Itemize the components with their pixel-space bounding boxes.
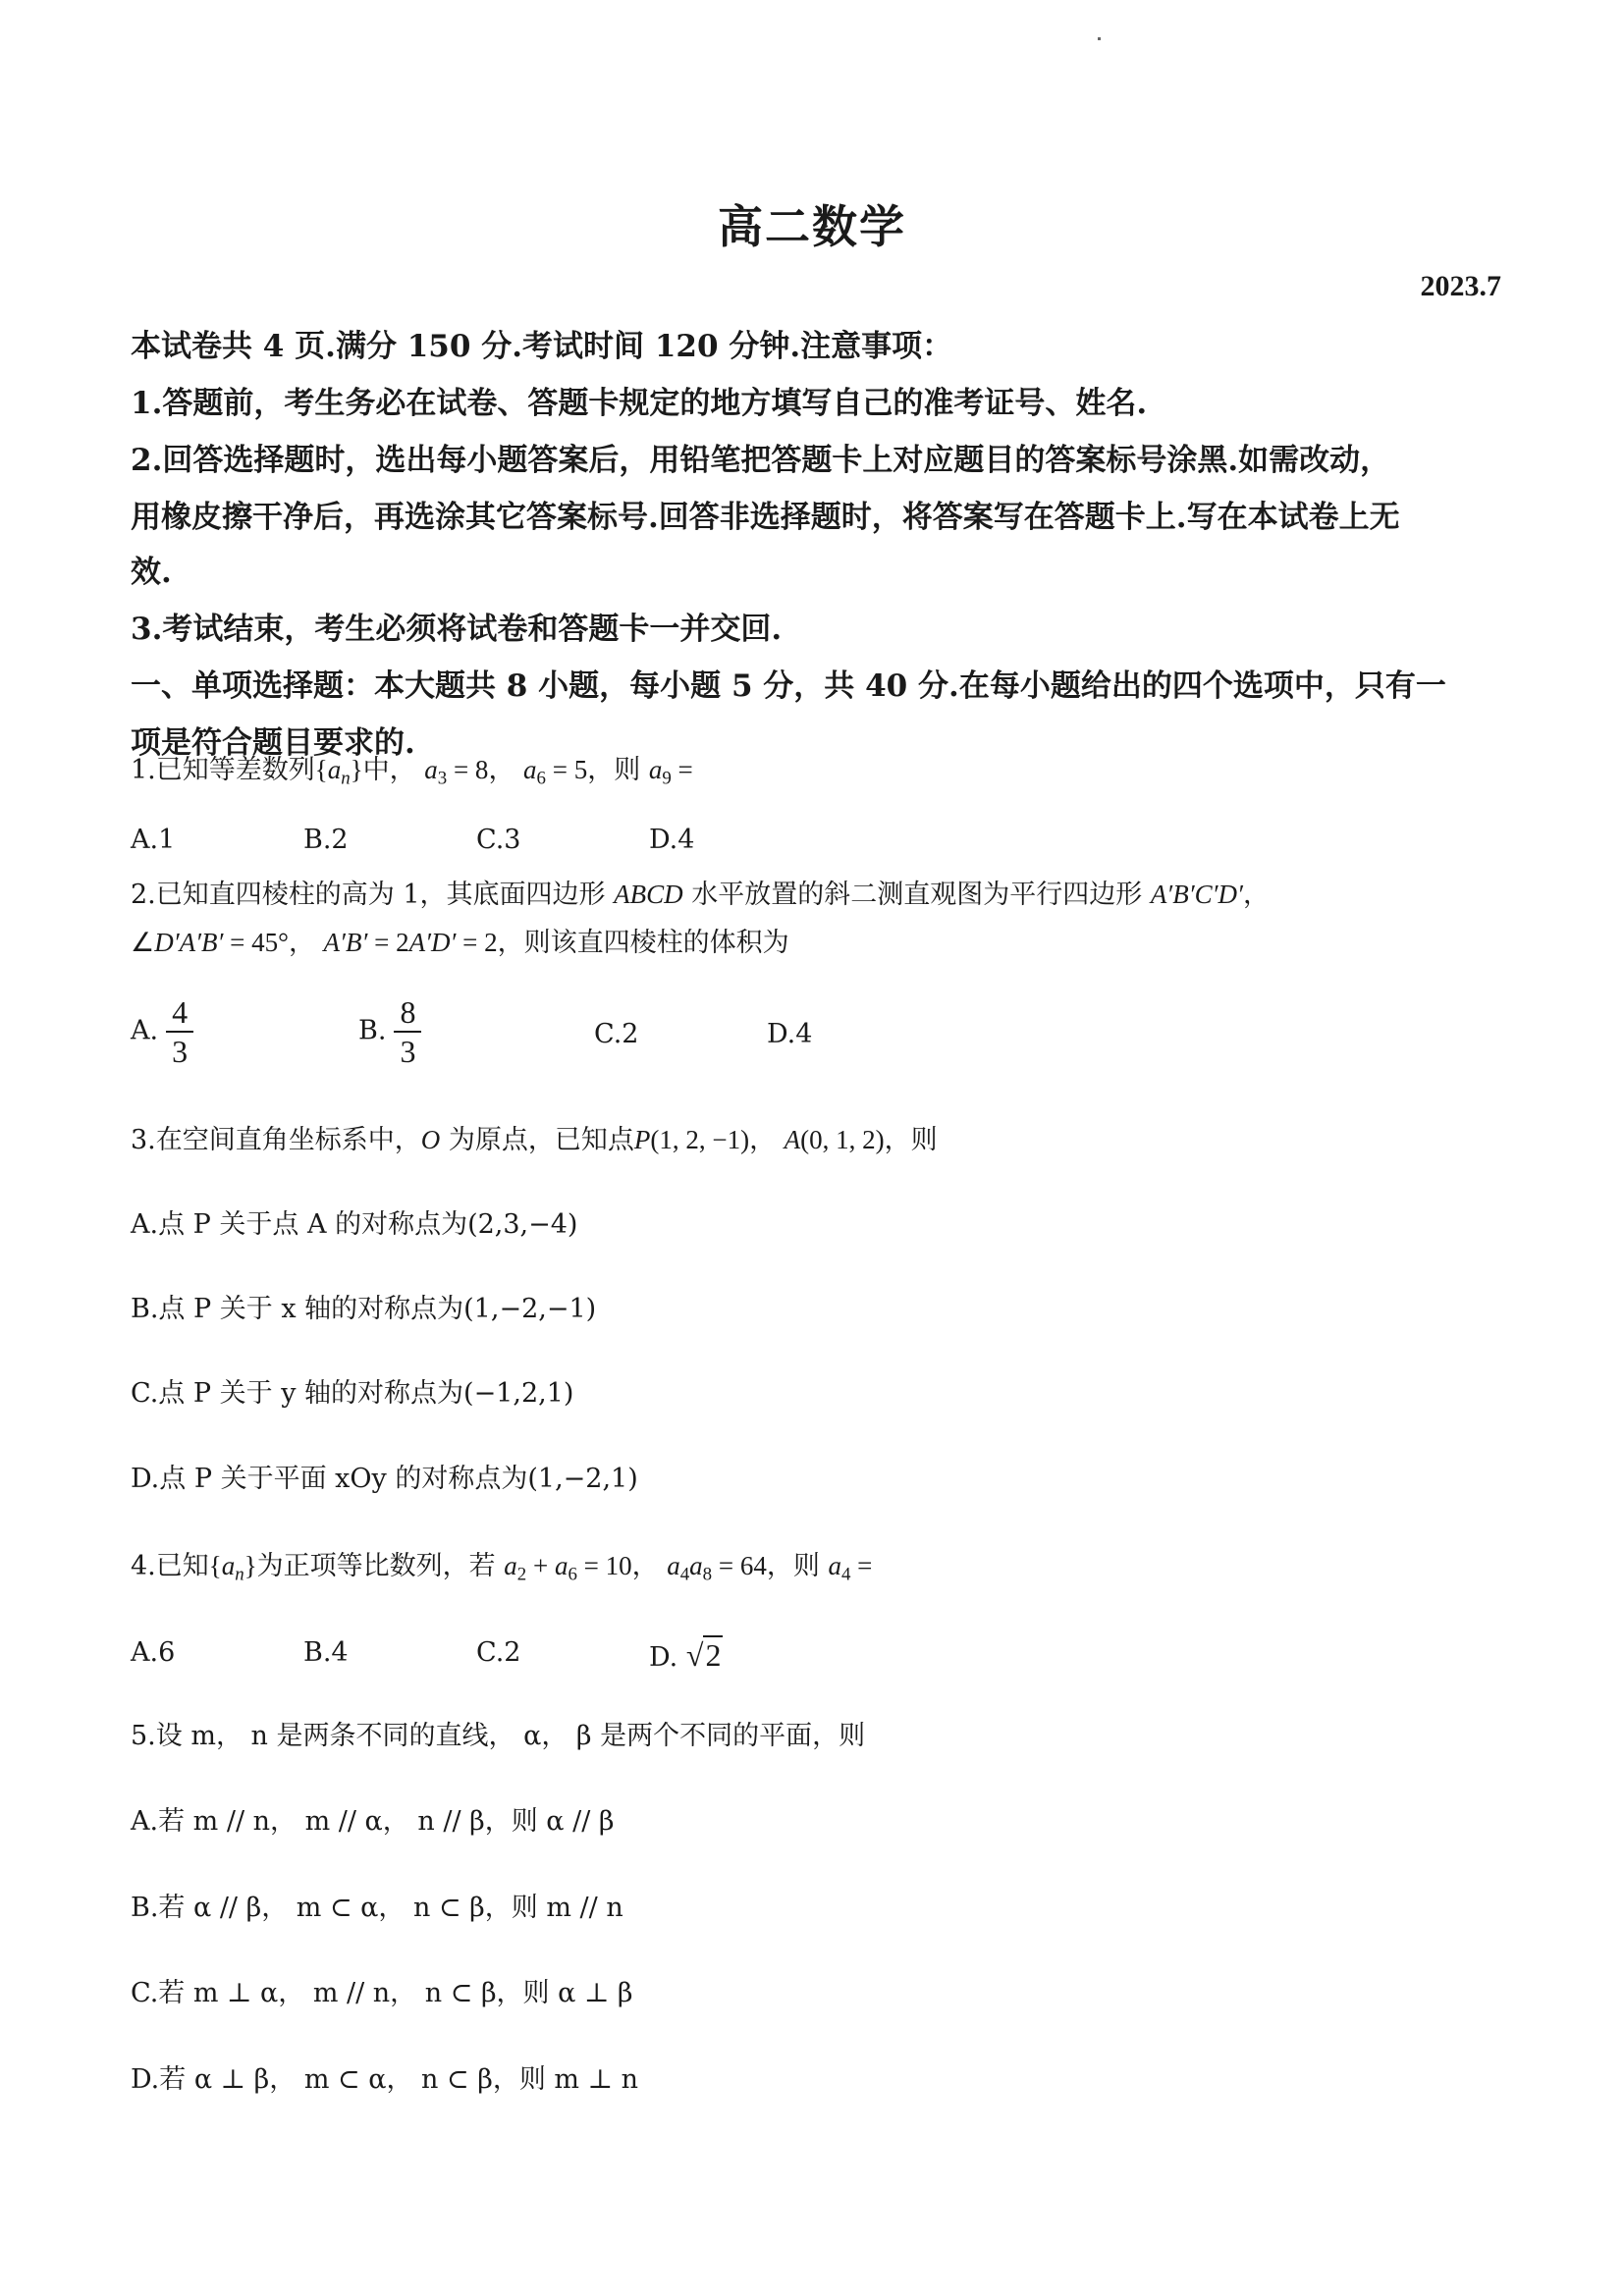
q4-option-d <box>649 1637 723 1674</box>
notice-intro: 本试卷共 4 页.满分 150 分.考试时间 120 分钟.注意事项： <box>131 329 953 364</box>
q2-text-3: ， <box>1242 880 1270 910</box>
q2-text-2: 水平放置的斜二测直观图为平行四边形 <box>691 880 1143 910</box>
q4-option-b: B.4 <box>303 1637 349 1668</box>
q4-option-d-label: D. <box>649 1642 678 1673</box>
q2-option-b-label: B. <box>358 1015 387 1046</box>
q2-option-b-fraction <box>394 993 421 1070</box>
q2-frac-a-num: 4 <box>166 993 193 1033</box>
q3-text-1: 3.在空间直角坐标系中， <box>131 1125 421 1155</box>
q1-text-2: 中， <box>362 755 416 785</box>
q3-option-b: B.点 P 关于 x 轴的对称点为(1,−2,−1) <box>131 1294 597 1324</box>
q3-text-2: 为原点，已知点 <box>448 1125 634 1155</box>
q2-text-4: ， <box>288 928 315 958</box>
q2-text-1: 2.已知直四棱柱的高为 1，其底面四边形 <box>131 880 606 910</box>
q5-option-c: C.若 m ⊥ α， m // n， n ⊂ β，则 α ⊥ β <box>131 1978 633 2008</box>
question-2-line-2: ∠D′A′B′ = 45°， A′B′ = 2A′D′ = 2，则该直四棱柱的体积为 <box>131 928 789 958</box>
q4-option-a: A.6 <box>131 1637 176 1668</box>
q3-text-3: ， <box>749 1125 777 1155</box>
q2-option-a <box>131 993 193 1070</box>
q2-text-5: ，则该直四棱柱的体积为 <box>497 928 789 958</box>
q1-option-b: B.2 <box>303 825 349 855</box>
q3-option-c: C.点 P 关于 y 轴的对称点为(−1,2,1) <box>131 1378 574 1409</box>
question-3: 3.在空间直角坐标系中，O 为原点，已知点P(1, 2, −1)， A(0, 1, 2)，则 <box>131 1125 938 1155</box>
q5-option-b: B.若 α // β， m ⊂ α， n ⊂ β，则 m // n <box>131 1893 623 1923</box>
q4-text-3: ， <box>631 1551 659 1581</box>
q3-option-d: D.点 P 关于平面 xOy 的对称点为(1,−2,1) <box>131 1464 638 1494</box>
question-2-line-1: 2.已知直四棱柱的高为 1，其底面四边形 ABCD 水平放置的斜二测直观图为平行四边形 A′B′C′D′， <box>131 880 1270 910</box>
q2-option-b <box>358 993 421 1070</box>
q2-frac-a-den: 3 <box>172 1034 189 1069</box>
sqrt-radicand: 2 <box>705 1637 722 1673</box>
q4-text-4: ，则 <box>766 1551 820 1581</box>
q3-option-a: A.点 P 关于点 A 的对称点为(2,3,−4) <box>131 1209 578 1240</box>
scan-speck <box>1098 37 1101 40</box>
q2-frac-b-num: 8 <box>394 993 421 1033</box>
q2-option-a-label: A. <box>131 1015 159 1046</box>
page-title: 高二数学 <box>718 200 906 253</box>
notice-item-3: 3.考试结束，考生必须将试卷和答题卡一并交回. <box>131 612 783 647</box>
q4-text-2: 为正项等比数列，若 <box>256 1551 496 1581</box>
q1-text-4: ，则 <box>587 755 641 785</box>
section-heading-a: 一、单项选择题：本大题共 8 小题，每小题 5 分，共 40 分.在每小题给出的四个选项中，只有一 <box>131 668 1446 704</box>
section-heading-b: 项是符合题目要求的. <box>131 725 415 761</box>
q2-frac-b-den: 3 <box>400 1034 416 1069</box>
q2-option-c: C.2 <box>594 1019 639 1049</box>
q5-option-d: D.若 α ⊥ β， m ⊂ α， n ⊂ β，则 m ⊥ n <box>131 2064 638 2095</box>
question-5: 5.设 m， n 是两条不同的直线， α， β 是两个不同的平面，则 <box>131 1721 866 1751</box>
q1-option-c: C.3 <box>476 825 521 855</box>
question-1: 1.已知等差数列$\{a_n\}$中， $a_3 = 8$， $a_6 = 5$，则 $a_9$ = <box>131 755 693 789</box>
q1-option-a: A.1 <box>131 825 176 855</box>
q1-text-3: ， <box>488 755 515 785</box>
question-4: 4.已知$\{a_n\}$为正项等比数列，若 $a_2 + a_6 = 10$， $a_4a_8 = 64$，则 $a_4$ = <box>131 1551 873 1585</box>
notice-item-2b: 用橡皮擦干净后，再选涂其它答案标号.回答非选择题时，将答案写在答题卡上.写在本试卷上无 <box>131 500 1400 535</box>
q1-option-d: D.4 <box>649 825 695 855</box>
exam-date: 2023.7 <box>1420 270 1501 302</box>
sqrt-symbol: √2 <box>685 1637 722 1673</box>
notice-item-2c: 效. <box>131 555 172 590</box>
q1-text-1: 1.已知等差数列 <box>131 755 315 785</box>
q2-option-a-fraction <box>166 993 193 1070</box>
q4-option-c: C.2 <box>476 1637 521 1668</box>
q4-text-1: 4.已知 <box>131 1551 209 1581</box>
notice-item-1: 1.答题前，考生务必在试卷、答题卡规定的地方填写自己的准考证号、姓名. <box>131 386 1148 421</box>
q3-text-4: ，则 <box>884 1125 938 1155</box>
notice-item-2a: 2.回答选择题时，选出每小题答案后，用铅笔把答题卡上对应题目的答案标号涂黑.如需改动， <box>131 443 1391 478</box>
q5-option-a: A.若 m // n， m // α， n // β，则 α // β <box>131 1806 615 1837</box>
q2-option-d: D.4 <box>767 1019 813 1049</box>
